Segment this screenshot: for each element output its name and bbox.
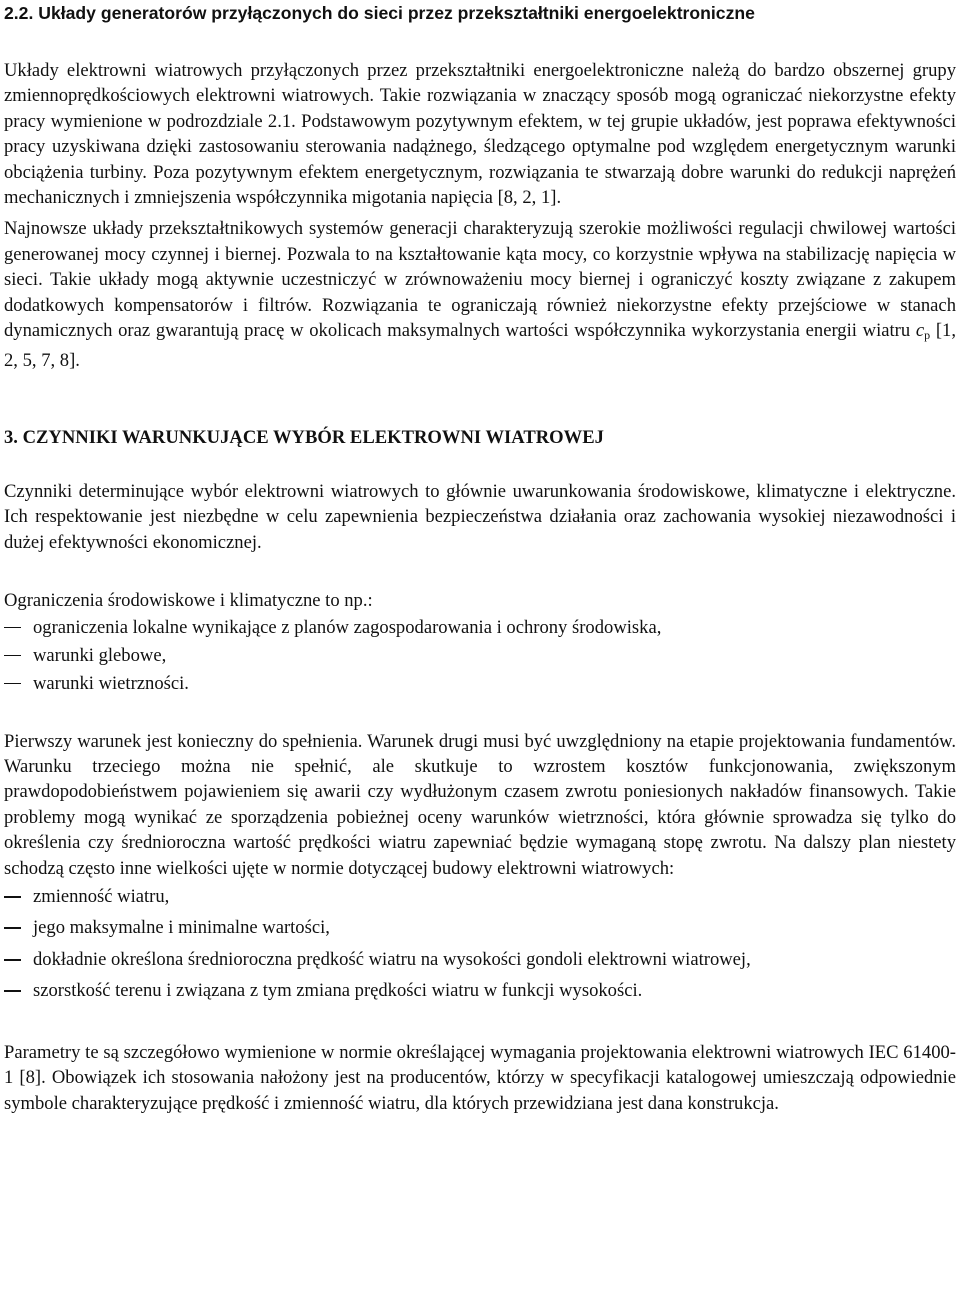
dash-bullet-icon (4, 927, 21, 929)
list-item-text: szorstkość terenu i związana z tym zmiana prędkości wiatru w funkcji wysokości. (33, 980, 643, 1002)
list-item (4, 642, 956, 670)
power-coefficient-subscript: p (924, 328, 931, 343)
list-item-text: ograniczenia lokalne wynikające z planów zagospodarowania i ochrony środowiska, (33, 616, 662, 638)
power-coefficient-symbol: c (915, 320, 925, 342)
section-3-paragraph-2: Pierwszy warunek jest konieczny do spełnienia. Warunek drugi musi być uwzględniony na etapie projektowania fundamentów. Warunku trzeciego można nie spełnić, ale skutkuje to wzrostem kosztów funkcjonowania, zwiększonym prawdopodobieństwem pojawieniem się awarii czy wydłużonym czasem zwrotu poniesionych nakładów finansowych. Takie problemy mogą wynikać ze sporządzenia pobieżnej oceny warunków wietrzności, która głównie sprowadza się tylko do określenia czy średnioroczna wartość prędkości wiatru zapewniać będzie wymaganą stopę zwrotu. Na dalszy plan niestety schodzą często inne wielkości ujęte w normie dotyczącej budowy elektrowni wiatrowych: (4, 730, 956, 879)
paragraph-2-citations: [1, 2, 5, 7, 8]. (4, 320, 956, 372)
list-item-text: dokładnie określona średnioroczna prędkość wiatru na wysokości gondoli elektrowni wiatrowej, (33, 948, 751, 970)
dash-bullet-icon (4, 627, 21, 629)
list-item-text: zmienność wiatru, (33, 885, 170, 907)
section-2-2-paragraph-1: Układy elektrowni wiatrowych przyłączonych przez przekształtniki energoelektroniczne należą do bardzo obszernej grupy zmiennoprędkościowych elektrowni wiatrowych. Takie rozwiązania w znaczący sposób mogą ograniczać niekorzystne efekty pracy wymienione w podrozdziale 2.1. Podstawowym pozytywnym efektem, w tej grupie układów, jest poprawa efektywności pracy uzyskiwana dzięki zastosowaniu sterowania nadążnego, śledzącego optymalne pod względem energetycznym warunki obciążenia turbiny. Poza pozytywnym efektem energetycznym, rozwiązania te stwarzają dobre warunki do redukcji naprężeń mechanicznych i zmniejszenia współczynnika migotania napięcia [8, 2, 1]. (4, 60, 956, 209)
paragraph-2-text: Najnowsze układy przekształtnikowych systemów generacji charakteryzują szerokie możliwości regulacji chwilowej wartości generowanej mocy czynnej i biernej. Pozwala to na kształtowanie kąta mocy, co korzystnie wpływa na stabilizację napięcia w sieci. Takie układy mogą aktywnie uczestniczyć w zrównoważeniu mocy biernej i ograniczyć koszty związane z zakupem dodatkowych kompensatorów i filtrów. Rozwiązania te ograniczają również niekorzystne efekty przejściowe w stanach dynamicznych oraz gwarantują pracę w okolicach maksymalnych wartości współczynnika wykorzystania energii wiatru (4, 218, 956, 342)
wind-parameters-list (4, 881, 956, 1007)
section-3-paragraph-3: Parametry te są szczegółowo wymienione w normie określającej wymagania projektowania elektrowni wiatrowych IEC 61400-1 [8]. Obowiązek ich stosowania nałożony jest na producentów, którzy w specyfikacji katalogowej umieszczają odpowiednie symbole charakteryzujące prędkość i zmienność wiatru, dla których przewidziana jest dana konstrukcja. (4, 1041, 956, 1114)
list-item (4, 912, 956, 944)
section-3-paragraph-1: Czynniki determinujące wybór elektrowni wiatrowych to głównie uwarunkowania środowiskowe, klimatyczne i elektryczne. Ich respektowanie jest niezbędne w celu zapewnienia bezpieczeństwa działania oraz zachowania wysokiej niezawodności i dużej efektywności ekonomicznej. (4, 480, 956, 553)
section-2-2-paragraph-2 (4, 216, 956, 373)
list-item (4, 881, 956, 913)
section-3-heading: 3. CZYNNIKI WARUNKUJĄCE WYBÓR ELEKTROWNI WIATROWEJ (4, 426, 604, 448)
list-item (4, 944, 956, 976)
list-item-text: warunki glebowe, (33, 644, 167, 666)
section-2-2-heading: 2.2. Układy generatorów przyłączonych do sieci przez przekształtniki energoelektroniczne (4, 3, 755, 23)
list-item-text: warunki wietrzności. (33, 672, 189, 694)
constraints-list (4, 614, 956, 698)
list-item (4, 975, 956, 1007)
list-item-text: jego maksymalne i minimalne wartości, (33, 917, 330, 939)
list-item (4, 614, 956, 642)
list-item (4, 670, 956, 698)
dash-bullet-icon (4, 959, 21, 961)
constraints-intro: Ograniczenia środowiskowe i klimatyczne to np.: (4, 590, 373, 612)
dash-bullet-icon (4, 655, 21, 657)
dash-bullet-icon (4, 990, 21, 992)
dash-bullet-icon (4, 683, 21, 685)
dash-bullet-icon (4, 896, 21, 898)
